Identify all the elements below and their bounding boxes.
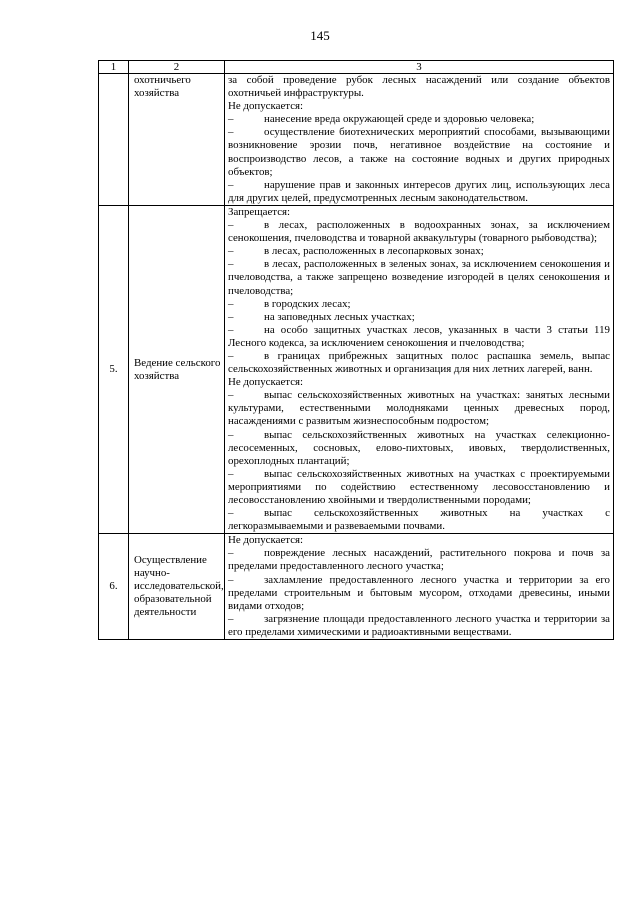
dash-marker: –	[228, 467, 234, 480]
item-text: загрязнение площади предоставленного лесного участка и территории за его пределами химическими и радиоактивными веществами.	[228, 612, 610, 638]
item-text: выпас сельскохозяйственных животных на участках селекционно-лесосеменных, сосновых, елово-пихтовых, ивовых, твердолиственных, орехоплодных плантаций;	[228, 428, 610, 467]
dash-list-item	[228, 245, 610, 258]
row-number-cell: 6.	[99, 534, 129, 640]
item-text: в городских лесах;	[264, 297, 351, 310]
table-header-row	[99, 61, 614, 74]
activity-name-cell: охотничьего хозяйства	[129, 74, 225, 206]
dash-marker: –	[228, 507, 234, 520]
row-number-cell: 5.	[99, 205, 129, 533]
item-text: выпас сельскохозяйственных животных на участках с проектируемыми мероприятиями по содействию естественному лесовосстановлению и лесовосстановлению хвойными и твердолиственными породами;	[228, 467, 610, 506]
dash-list-item	[228, 547, 610, 573]
item-text: на особо защитных участках лесов, указанных в части 3 статьи 119 Лесного кодекса, за исключением сенокошения и пчеловодства;	[228, 323, 610, 349]
item-text: на заповедных лесных участках;	[264, 310, 415, 323]
dash-marker: –	[228, 612, 234, 625]
item-text: в лесах, расположенных в зеленых зонах, за исключением сенокошения и пчеловодства, а также запрещено возведение изгородей в целях сенокошения и пчеловодства;	[228, 258, 610, 297]
dash-marker: –	[228, 297, 234, 310]
dash-list-item	[228, 126, 610, 178]
dash-list-item	[228, 258, 610, 297]
paragraph: за собой проведение рубок лесных насаждений или создание объектов охотничьей инфраструктуры.	[228, 74, 610, 100]
activity-name-cell: Ведение сельского хозяйства	[129, 205, 225, 533]
paragraph: Запрещается:	[228, 205, 291, 218]
requirements-cell	[225, 534, 614, 640]
paragraph: Не допускается:	[228, 534, 304, 547]
dash-list-item	[228, 429, 610, 468]
paragraph: Не допускается:	[228, 376, 304, 389]
dash-list-item	[228, 507, 610, 533]
item-text: в лесах, расположенных в водоохранных зонах, за исключением сенокошения, пчеловодства и товарной аквакультуры (товарного рыбоводства);	[228, 219, 610, 245]
requirements-cell	[225, 205, 614, 533]
item-text: в границах прибрежных защитных полос распашка земель, выпас сельскохозяйственных животных и организация для них летних лагерей, ванн.	[228, 349, 610, 376]
header-cell-2: 2	[129, 61, 225, 74]
dash-marker: –	[228, 126, 234, 139]
dash-marker: –	[228, 323, 234, 336]
item-text: повреждение лесных насаждений, растительного покрова и почв за пределами предоставленного лесного участка;	[228, 547, 610, 573]
dash-marker: –	[228, 428, 234, 441]
row-number-cell	[99, 74, 129, 206]
item-text: выпас сельскохозяйственных животных на участках: занятых лесными культурами, естественными молодняками ценных древесных пород, насаждениями с развитым жизнеспособным подростом;	[228, 389, 610, 428]
dash-marker: –	[228, 258, 234, 271]
dash-list-item	[228, 324, 610, 350]
dash-marker: –	[228, 245, 234, 258]
table-row	[99, 205, 614, 533]
dash-list-item	[228, 468, 610, 507]
table-row	[99, 534, 614, 640]
dash-marker: –	[228, 547, 234, 560]
item-text: нарушение прав и законных интересов других лиц, использующих леса для других целей, предусмотренных лесным законодательством.	[228, 178, 610, 204]
dash-marker: –	[228, 219, 234, 232]
dash-list-item	[228, 179, 610, 205]
dash-marker: –	[228, 573, 234, 586]
dash-list-item	[228, 311, 610, 324]
page-number: 145	[310, 28, 330, 43]
dash-list-item	[228, 298, 610, 311]
regulations-table	[98, 60, 614, 640]
dash-list-item	[228, 350, 610, 376]
header-cell-1: 1	[99, 61, 129, 74]
item-text: захламление предоставленного лесного участка и территории за его пределами строительным и бытовым мусором, отходами древесины, иными видами отходов;	[228, 573, 610, 612]
dash-list-item	[228, 113, 610, 126]
dash-list-item	[228, 613, 610, 639]
dash-list-item	[228, 219, 610, 245]
dash-marker: –	[228, 389, 234, 402]
item-text: осуществление биотехнических мероприятий способами, вызывающими возникновение эрозии почв, негативное воздействие на состояние и воспроизводство лесов, а также на состояние водных и других природных объектов;	[228, 126, 610, 178]
dash-marker: –	[228, 178, 234, 191]
item-text: в лесах, расположенных в лесопарковых зонах;	[264, 245, 484, 258]
header-cell-3: 3	[225, 61, 614, 74]
dash-marker: –	[228, 349, 234, 362]
dash-list-item	[228, 574, 610, 613]
dash-marker: –	[228, 310, 234, 323]
paragraph: Не допускается:	[228, 100, 304, 113]
requirements-cell	[225, 74, 614, 206]
dash-marker: –	[228, 113, 234, 126]
dash-list-item	[228, 389, 610, 428]
item-text: нанесение вреда окружающей среде и здоровью человека;	[264, 113, 535, 126]
activity-name-cell: Осуществление научно-исследовательской, образовательной деятельности	[129, 534, 225, 640]
table-row	[99, 74, 614, 206]
item-text: выпас сельскохозяйственных животных на участках с легкоразмываемыми и развеваемыми почвами.	[228, 507, 610, 533]
